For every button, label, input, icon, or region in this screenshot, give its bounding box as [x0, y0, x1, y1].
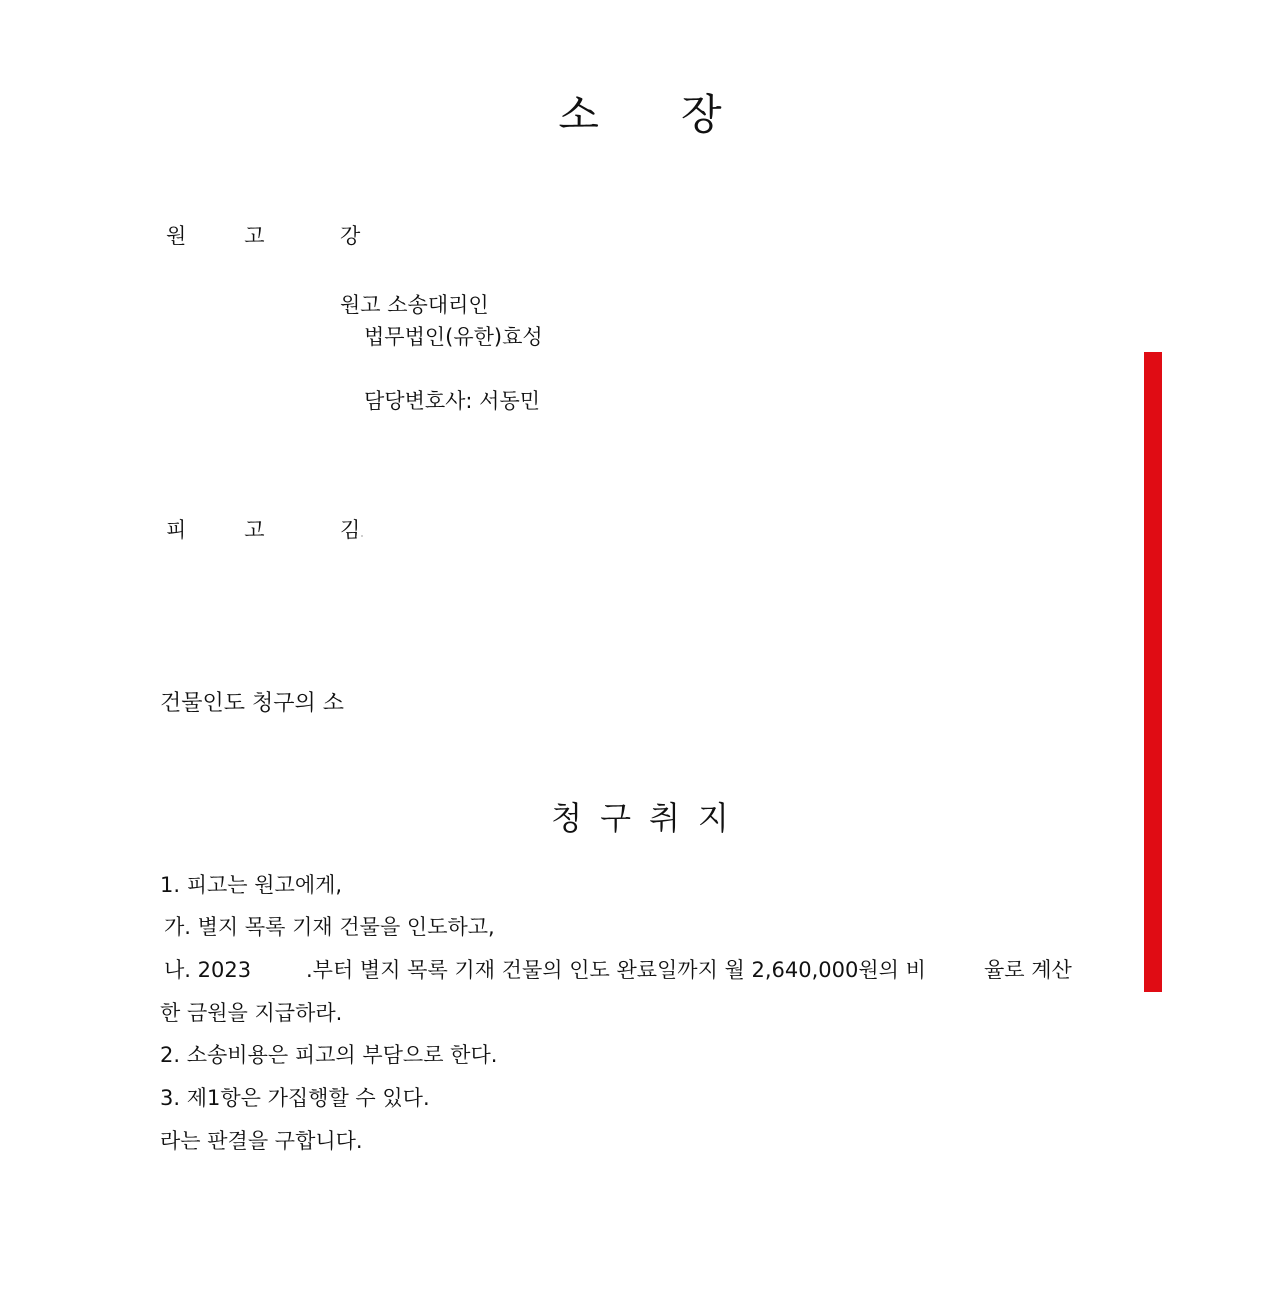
claim-line-1: 1. 피고는 원고에게,: [160, 873, 343, 897]
case-name: 건물인도 청구의 소: [160, 691, 345, 716]
plaintiff-label: [166, 220, 265, 250]
claims-heading-char-2: 구: [600, 799, 631, 837]
document-title: [0, 82, 1280, 142]
claims-heading: [0, 793, 1280, 839]
claim-line-1b-start: 나. 2023: [164, 958, 252, 982]
plaintiff-label-char-2: 고: [244, 224, 265, 248]
claims-heading-char-1: 청: [551, 799, 583, 837]
title-char-1: 소: [558, 90, 599, 139]
redaction-dot: [361, 535, 363, 537]
claim-line-1b-cont: 한 금원을 지급하라.: [160, 1001, 343, 1025]
defendant-label-char-1: 피: [166, 518, 187, 542]
claim-closing: 라는 판결을 구합니다.: [160, 1129, 363, 1153]
claim-line-3: 3. 제1항은 가집행할 수 있다.: [160, 1086, 430, 1110]
plaintiff-name: 강: [340, 224, 361, 248]
title-char-2: 장: [681, 90, 722, 139]
claim-line-1b-middle: .부터 별지 목록 기재 건물의 인도 완료일까지 월 2,640,000원의 비: [306, 958, 926, 982]
claims-heading-char-4: 지: [697, 799, 729, 837]
claim-line-1b-end: 율로 계산: [984, 958, 1072, 982]
claim-line-1a: 가. 별지 목록 기재 건물을 인도하고,: [164, 915, 495, 939]
redaction-bar: [1144, 352, 1162, 992]
attorney-name: 담당변호사: 서동민: [364, 389, 541, 413]
law-firm-name: 법무법인(유한)효성: [364, 325, 543, 349]
defendant-label-char-2: 고: [244, 518, 265, 542]
plaintiff-label-char-1: 원: [166, 224, 187, 248]
claims-heading-char-3: 취: [649, 799, 680, 837]
plaintiff-agent-label: 원고 소송대리인: [340, 293, 489, 317]
defendant-name: 김: [340, 518, 361, 542]
claim-line-2: 2. 소송비용은 피고의 부담으로 한다.: [160, 1043, 498, 1067]
defendant-label: [166, 514, 265, 544]
